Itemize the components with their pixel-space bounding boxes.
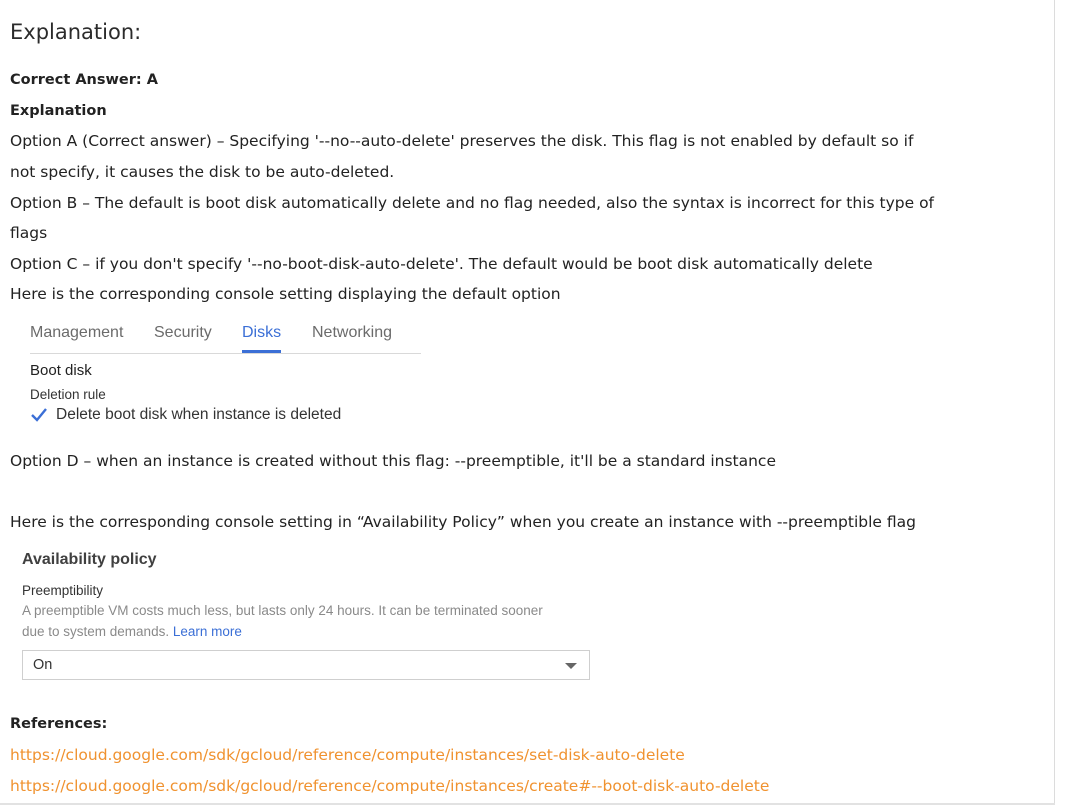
availability-console-screenshot [22,548,594,684]
availability-policy-title: Availability policy [22,551,157,568]
references-label: References: [10,716,108,732]
option-d-text: Option D – when an instance is created without this flag: --preemptible, it'll be a standard instance [10,452,776,470]
preemptibility-label: Preemptibility [22,583,104,598]
reference-link-create-boot-disk-auto-delete[interactable]: https://cloud.google.com/sdk/gcloud/reference/compute/instances/create#--boot-disk-auto-delete [10,777,770,795]
reference-link-set-disk-auto-delete[interactable]: https://cloud.google.com/sdk/gcloud/reference/compute/instances/set-disk-auto-delete [10,746,685,764]
tab-management[interactable]: Management [30,324,124,341]
option-b-text-continued: flags [10,224,48,242]
option-b-text: Option B – The default is boot disk automatically delete and no flag needed, also the syntax is incorrect for this type of [10,194,935,212]
tab-networking[interactable]: Networking [312,324,393,341]
option-c-text: Option C – if you don't specify '--no-boot-disk-auto-delete'. The default would be boot disk automatically delete [10,255,873,273]
dropdown-arrow-icon [565,663,577,669]
preemptibility-select[interactable] [22,650,590,680]
deletion-rule-label: Deletion rule [30,387,106,402]
disk-console-screenshot [30,318,422,430]
explanation-heading: Explanation: [10,20,142,44]
learn-more-link[interactable]: Learn more [172,624,242,639]
delete-boot-disk-checkbox[interactable] [30,406,48,424]
tab-disks[interactable]: Disks [242,324,282,341]
correct-answer: Correct Answer: A [10,72,158,88]
checkmark-icon [32,409,46,420]
preemptibility-description-line1: A preemptible VM costs much less, but lasts only 24 hours. It can be terminated sooner [22,603,543,618]
preemptibility-select-value: On [33,657,53,673]
tab-security[interactable]: Security [154,324,212,341]
option-a-text: Option A (Correct answer) – Specifying '--no--auto-delete' preserves the disk. This flag is not enabled by default so if [10,132,914,150]
console-tab-bar [30,318,421,354]
delete-boot-disk-label: Delete boot disk when instance is deleted [56,406,342,423]
explanation-label: Explanation [10,103,107,119]
preemptibility-description-line2: due to system demands. [22,624,170,639]
boot-disk-title: Boot disk [30,362,92,379]
preemptibility-description [22,600,582,642]
console-intro-availability: Here is the corresponding console setting in “Availability Policy” when you create an instance with --preemptible flag [10,513,916,531]
option-a-text-continued: not specify, it causes the disk to be auto-deleted. [10,163,395,181]
console-intro-default: Here is the corresponding console setting displaying the default option [10,285,561,303]
active-tab-indicator [242,350,281,353]
